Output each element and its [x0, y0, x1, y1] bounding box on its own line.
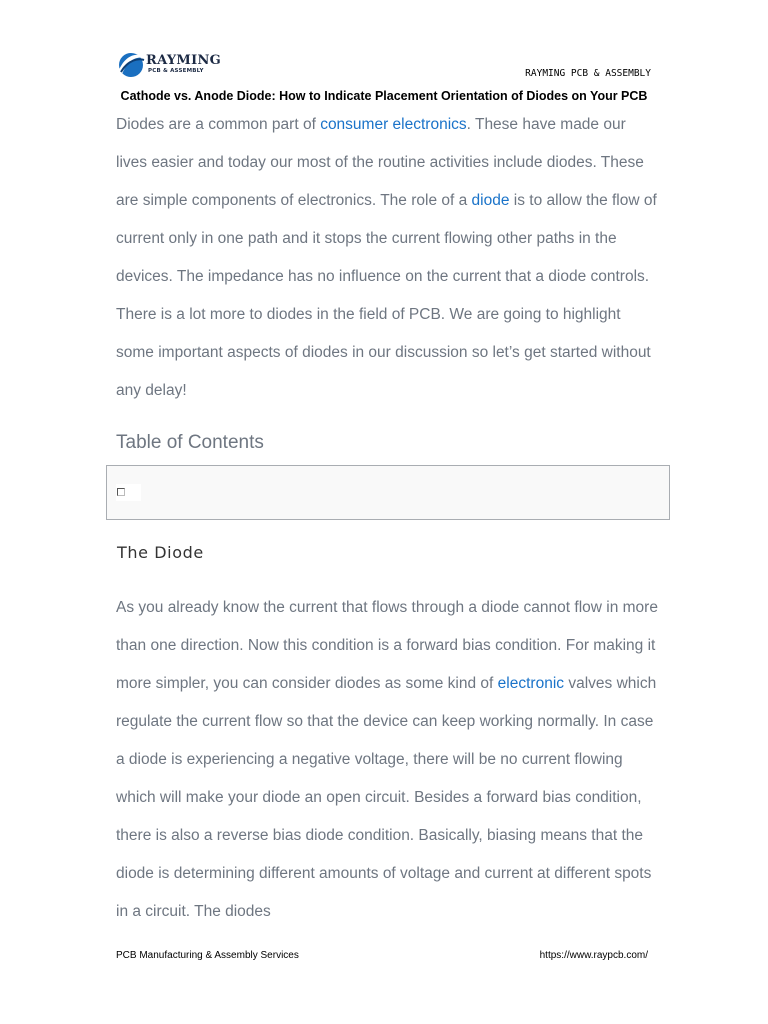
section-text-1: As you already know the current that flows through a diode cannot flow in more than one direction. Now this condition is a forward bias condition. For making it more simpler, you can consider diodes as some kind of	[116, 599, 658, 692]
section-heading: The Diode	[117, 543, 204, 562]
logo-wordmark: RAYMING	[146, 53, 222, 68]
diode-paragraph	[116, 589, 661, 931]
intro-text-2: . These have made our lives easier and today our most of the routine activities include diodes. These are simple components of electronics. The role of a	[116, 116, 644, 209]
globe-swoosh-icon	[116, 50, 146, 80]
footer-url[interactable]: https://www.raypcb.com/	[539, 950, 648, 961]
section-text-2: valves which regulate the current flow so that the device can keep working normally. In case a diode is experiencing a negative voltage, there will be no current flowing which will make your diode an open circuit. Besides a forward bias condition, there is also a reverse bias diode condition. Basically, biasing means that the diode is determining different amounts of voltage and current at different spots in a circuit. The diodes	[116, 675, 657, 920]
toc-container	[106, 465, 670, 520]
rayming-logo	[116, 50, 226, 82]
intro-paragraph	[116, 106, 661, 410]
intro-text-3: is to allow the flow of current only in one path and it stops the current flowing other paths in the devices. The impedance has no influence on the current that a diode controls. There is a lot more to diodes in the field of PCB. We are going to highlight some important aspects of diodes in our discussion so let’s get started without any delay!	[116, 192, 657, 399]
footer-services: PCB Manufacturing & Assembly Services	[116, 950, 299, 961]
company-header: RAYMING PCB & ASSEMBLY	[525, 68, 651, 79]
diode-link[interactable]: diode	[471, 192, 510, 209]
electronic-link[interactable]: electronic	[497, 675, 565, 692]
intro-text-1: Diodes are a common part of	[116, 116, 321, 133]
logo-tagline: PCB & ASSEMBLY	[148, 68, 204, 74]
toc-toggle-button[interactable]	[116, 484, 141, 501]
toc-heading: Table of Contents	[116, 432, 264, 453]
toc-toggle-icon	[117, 488, 125, 496]
consumer-electronics-link[interactable]: consumer electronics	[320, 116, 467, 133]
document-title: Cathode vs. Anode Diode: How to Indicate Placement Orientation of Diodes on Your PCB	[120, 89, 648, 103]
